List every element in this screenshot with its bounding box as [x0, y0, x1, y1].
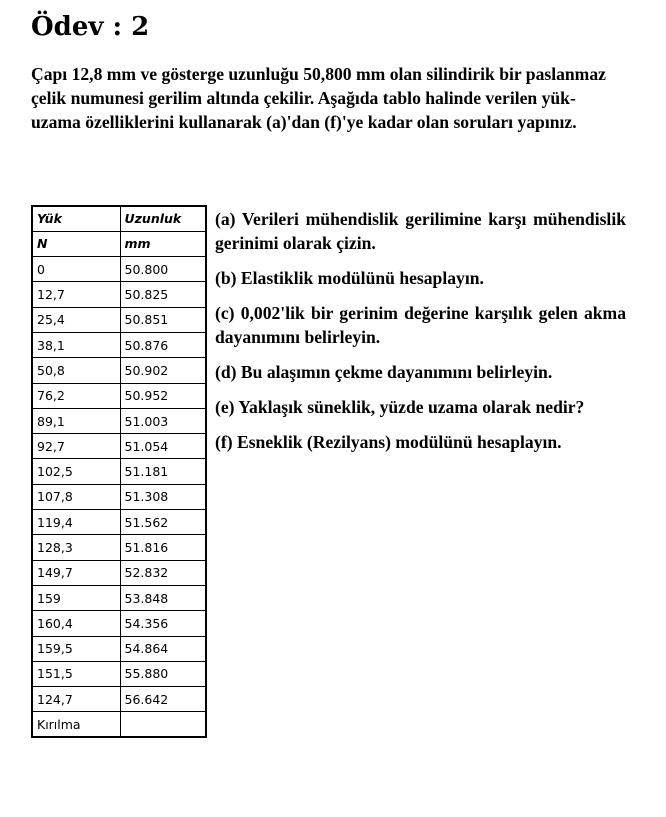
question-e: (e) Yaklaşık süneklik, yüzde uzama olarak nedir? [215, 397, 585, 417]
intro-text: Çapı 12,8 mm ve gösterge uzunluğu 50,800 mm olan silindirik bir paslanmaz çelik numunesi gerilim altında çekilir. Aşağıda tablo halinde verilen yük-uzama özelliklerini kullanarak (a)'dan (f)'ye kadar olan soruları yapınız. [31, 64, 606, 132]
table-row [32, 257, 206, 282]
table-row [32, 687, 206, 712]
length-cell: 56.642 [120, 687, 206, 712]
load-cell: 159,5 [32, 636, 120, 661]
load-cell: 102,5 [32, 459, 120, 484]
table-row [32, 408, 206, 433]
table-row [32, 459, 206, 484]
load-cell: 50,8 [32, 358, 120, 383]
question-d: (d) Bu alaşımın çekme dayanımını belirleyin. [215, 362, 553, 382]
load-cell: 0 [32, 257, 120, 282]
question-c: (c) 0,002'lik bir gerinim değerine karşılık gelen akma dayanımını belirleyin. [215, 303, 626, 347]
column-header-load: Yük [32, 206, 120, 231]
length-cell: 53.848 [120, 585, 206, 610]
table-row [32, 383, 206, 408]
load-cell: 76,2 [32, 383, 120, 408]
load-cell: 38,1 [32, 332, 120, 357]
table-row [32, 560, 206, 585]
table-row [32, 484, 206, 509]
load-cell: 12,7 [32, 282, 120, 307]
table-row [32, 661, 206, 686]
table-row [32, 636, 206, 661]
table-units-row [32, 231, 206, 256]
load-cell: 107,8 [32, 484, 120, 509]
load-cell: 119,4 [32, 510, 120, 535]
load-elongation-table [31, 205, 207, 738]
length-cell: 50.952 [120, 383, 206, 408]
length-cell: 50.902 [120, 358, 206, 383]
question-a: (a) Verileri mühendislik gerilimine karşı mühendislik gerinimi olarak çizin. [215, 209, 626, 253]
table-row [32, 307, 206, 332]
length-cell: 51.003 [120, 408, 206, 433]
question-f: (f) Esneklik (Rezilyans) modülünü hesaplayın. [215, 432, 562, 452]
length-cell: 55.880 [120, 661, 206, 686]
load-cell: 92,7 [32, 434, 120, 459]
length-cell: 51.181 [120, 459, 206, 484]
load-cell: 160,4 [32, 611, 120, 636]
table-row [32, 434, 206, 459]
table-row [32, 535, 206, 560]
table-row [32, 712, 206, 737]
length-cell: 51.562 [120, 510, 206, 535]
table-row [32, 510, 206, 535]
length-cell: 50.825 [120, 282, 206, 307]
length-cell: 50.800 [120, 257, 206, 282]
unit-length: mm [120, 231, 206, 256]
question-list [215, 207, 626, 465]
column-header-length: Uzunluk [120, 206, 206, 231]
load-cell: Kırılma [32, 712, 120, 737]
length-cell: 50.851 [120, 307, 206, 332]
table-row [32, 585, 206, 610]
table-row [32, 332, 206, 357]
load-cell: 128,3 [32, 535, 120, 560]
load-cell: 124,7 [32, 687, 120, 712]
table-row [32, 611, 206, 636]
length-cell: 51.054 [120, 434, 206, 459]
load-cell: 25,4 [32, 307, 120, 332]
length-cell: 52.832 [120, 560, 206, 585]
problem-statement [31, 62, 621, 134]
load-cell: 151,5 [32, 661, 120, 686]
length-cell: 50.876 [120, 332, 206, 357]
load-cell: 149,7 [32, 560, 120, 585]
length-cell: 54.864 [120, 636, 206, 661]
table-body [32, 206, 206, 737]
page-title: Ödev : 2 [31, 12, 150, 42]
length-cell: 51.308 [120, 484, 206, 509]
length-cell: 51.816 [120, 535, 206, 560]
table-header-row [32, 206, 206, 231]
length-cell: 54.356 [120, 611, 206, 636]
table-row [32, 358, 206, 383]
question-b: (b) Elastiklik modülünü hesaplayın. [215, 268, 484, 288]
length-cell [120, 712, 206, 737]
load-cell: 89,1 [32, 408, 120, 433]
unit-load: N [32, 231, 120, 256]
load-cell: 159 [32, 585, 120, 610]
table-row [32, 282, 206, 307]
